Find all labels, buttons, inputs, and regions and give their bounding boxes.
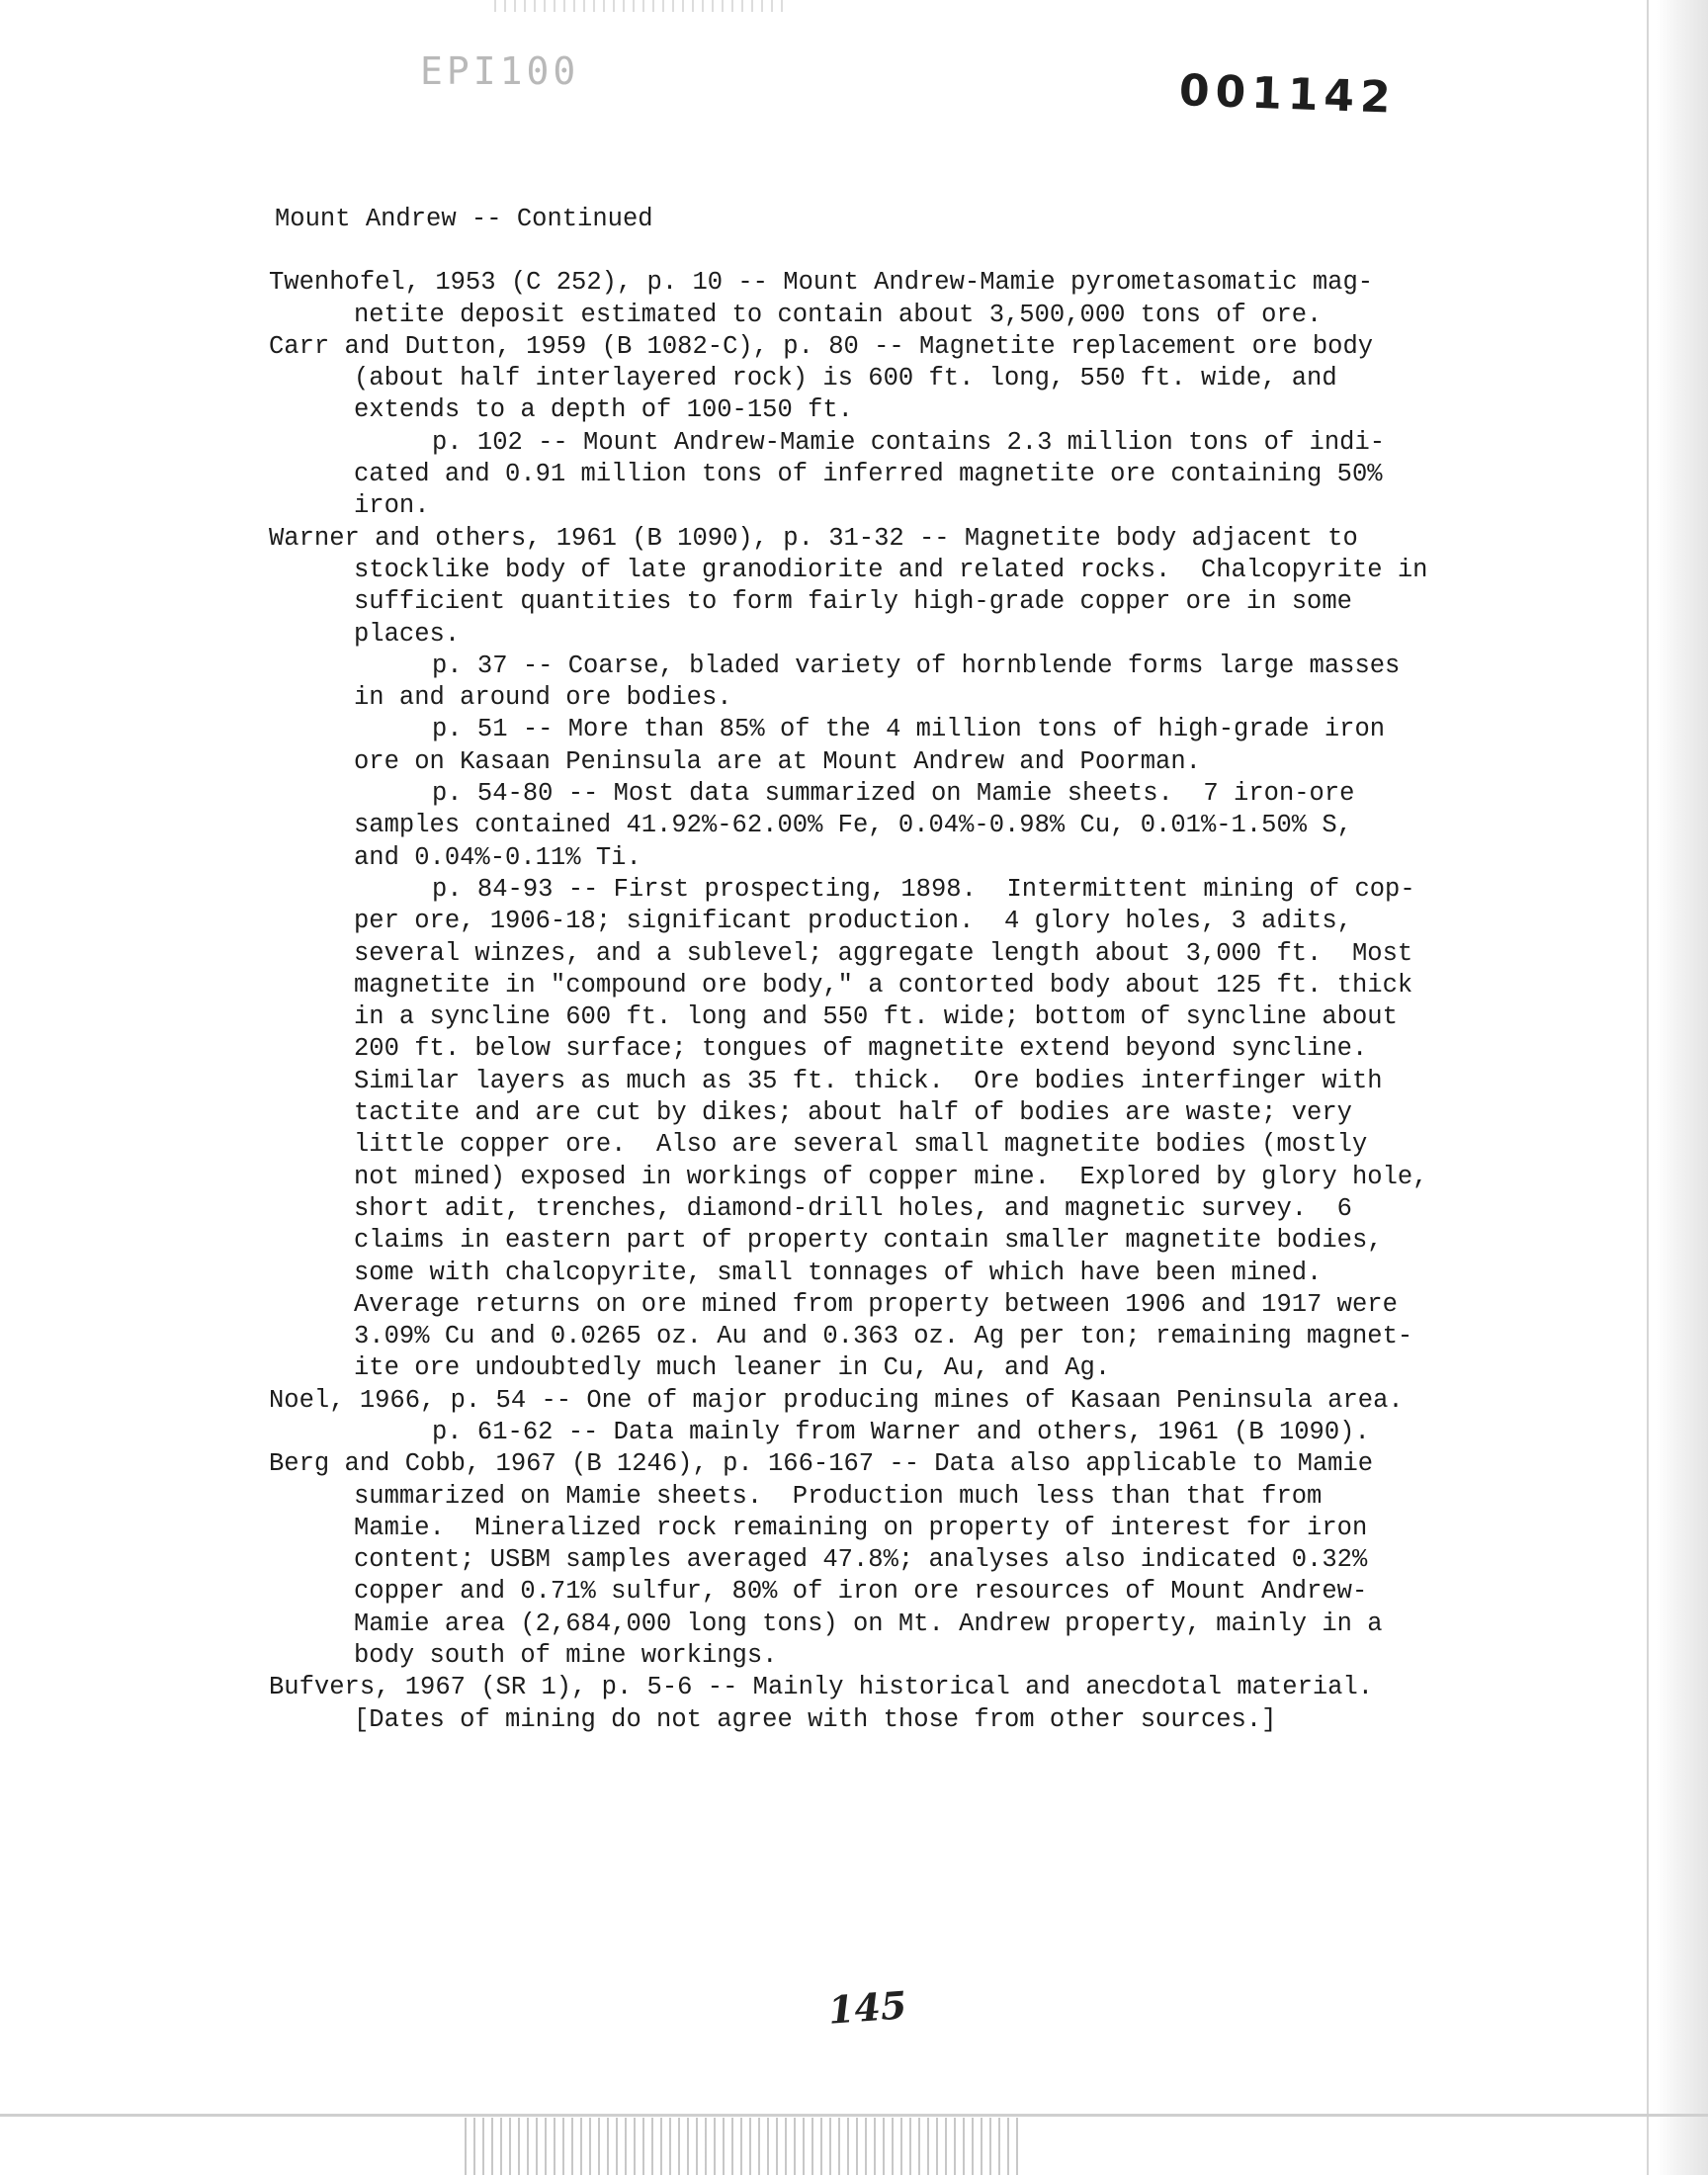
page-reference-continuation-line: iron.: [354, 491, 430, 521]
reference-entry: [269, 1448, 1514, 1672]
document-number-stamp: 001142: [1178, 65, 1398, 124]
page-edge-line: [1647, 0, 1649, 2175]
reference-entry: [269, 267, 1514, 331]
scan-bottom-band: [0, 2114, 1708, 2117]
citation-continuation-line: body south of mine workings.: [354, 1641, 778, 1671]
page-reference-continuation-line: tactite and are cut by dikes; about half of bodies are waste; very: [354, 1098, 1352, 1128]
citation-continuation-line: extends to a depth of 100-150 ft.: [354, 395, 853, 425]
reference-entry: [269, 1385, 1514, 1449]
page-reference-continuation-line: 200 ft. below surface; tongues of magnetite extend beyond syncline.: [354, 1034, 1368, 1064]
reference-list: [269, 267, 1514, 1736]
citation-continuation-line: Mamie area (2,684,000 long tons) on Mt. Andrew property, mainly in a: [354, 1609, 1383, 1638]
document-body: [269, 204, 1514, 1736]
page-reference-continuation-line: ite ore undoubtedly much leaner in Cu, Au, and Ag.: [354, 1353, 1111, 1383]
page-reference-line: p. 54-80 -- Most data summarized on Mamie sheets. 7 iron-ore: [432, 779, 1355, 809]
faint-stamp-number: EPI100: [420, 49, 580, 93]
page-reference-continuation-line: per ore, 1906-18; significant production. 4 glory holes, 3 adits,: [354, 907, 1352, 936]
page-reference-continuation-line: not mined) exposed in workings of copper mine. Explored by glory hole,: [354, 1162, 1428, 1191]
citation-continuation-line: (about half interlayered rock) is 600 ft. long, 550 ft. wide, and: [354, 364, 1337, 393]
page-reference-continuation-line: magnetite in "compound ore body," a contorted body about 125 ft. thick: [354, 970, 1413, 1000]
page-reference-continuation-line: in a syncline 600 ft. long and 550 ft. wide; bottom of syncline about: [354, 1002, 1398, 1032]
citation-continuation-line: sufficient quantities to form fairly high-grade copper ore in some: [354, 587, 1352, 617]
page-reference-continuation-line: cated and 0.91 million tons of inferred magnetite ore containing 50%: [354, 460, 1383, 489]
citation-line: Bufvers, 1967 (SR 1), p. 5-6 -- Mainly historical and anecdotal material.: [269, 1673, 1374, 1702]
page-reference-continuation-line: Average returns on ore mined from property between 1906 and 1917 were: [354, 1289, 1398, 1319]
citation-continuation-line: netite deposit estimated to contain about 3,500,000 tons of ore.: [354, 300, 1323, 329]
reference-entry: [269, 1672, 1514, 1736]
citation-line: Warner and others, 1961 (B 1090), p. 31-32 -- Magnetite body adjacent to: [269, 523, 1358, 553]
reference-entry: [269, 331, 1514, 523]
page-reference-line: p. 37 -- Coarse, bladed variety of hornblende forms large masses: [432, 651, 1401, 680]
page-reference-continuation-line: some with chalcopyrite, small tonnages of which have been mined.: [354, 1258, 1323, 1287]
page-reference-continuation-line: and 0.04%-0.11% Ti.: [354, 842, 641, 872]
scan-artifact-top: [494, 0, 791, 12]
page-edge-shadow: [1657, 0, 1708, 2175]
page-reference-continuation-line: short adit, trenches, diamond-drill holes, and magnetic survey. 6: [354, 1193, 1352, 1223]
citation-continuation-line: Mamie. Mineralized rock remaining on property of interest for iron: [354, 1513, 1368, 1542]
citation-line: Noel, 1966, p. 54 -- One of major producing mines of Kasaan Peninsula area.: [269, 1385, 1404, 1415]
citation-line: Berg and Cobb, 1967 (B 1246), p. 166-167 -- Data also applicable to Mamie: [269, 1449, 1374, 1479]
page-reference-line: p. 84-93 -- First prospecting, 1898. Intermittent mining of cop-: [432, 874, 1415, 904]
page-reference-continuation-line: several winzes, and a sublevel; aggregate length about 3,000 ft. Most: [354, 938, 1413, 968]
page-reference-continuation-line: samples contained 41.92%-62.00% Fe, 0.04%-0.98% Cu, 0.01%-1.50% S,: [354, 811, 1352, 840]
page-reference-continuation-line: Similar layers as much as 35 ft. thick. Ore bodies interfinger with: [354, 1066, 1383, 1095]
page-reference-line: p. 102 -- Mount Andrew-Mamie contains 2.3 million tons of indi-: [432, 427, 1386, 457]
reference-entry: [269, 523, 1514, 1385]
page-reference-continuation-line: ore on Kasaan Peninsula are at Mount Andrew and Poorman.: [354, 746, 1201, 776]
page-reference-continuation-line: 3.09% Cu and 0.0265 oz. Au and 0.363 oz. Ag per ton; remaining magnet-: [354, 1322, 1413, 1351]
page-reference-continuation-line: claims in eastern part of property contain smaller magnetite bodies,: [354, 1226, 1383, 1256]
page-heading: Mount Andrew -- Continued: [275, 205, 653, 233]
citation-continuation-line: [Dates of mining do not agree with those from other sources.]: [354, 1704, 1277, 1734]
handwritten-page-number: 145: [826, 1982, 908, 2033]
citation-continuation-line: places.: [354, 619, 461, 649]
citation-continuation-line: summarized on Mamie sheets. Production much less than that from: [354, 1481, 1323, 1511]
page-reference-line: p. 61-62 -- Data mainly from Warner and others, 1961 (B 1090).: [432, 1417, 1370, 1446]
citation-line: Carr and Dutton, 1959 (B 1082-C), p. 80 -- Magnetite replacement ore body: [269, 331, 1374, 361]
scan-artifact-bottom: [465, 2118, 1018, 2175]
citation-continuation-line: stocklike body of late granodiorite and related rocks. Chalcopyrite in: [354, 555, 1428, 584]
citation-continuation-line: copper and 0.71% sulfur, 80% of iron ore resources of Mount Andrew-: [354, 1577, 1368, 1607]
citation-continuation-line: content; USBM samples averaged 47.8%; analyses also indicated 0.32%: [354, 1545, 1368, 1575]
page-reference-line: p. 51 -- More than 85% of the 4 million tons of high-grade iron: [432, 715, 1386, 744]
page-reference-continuation-line: in and around ore bodies.: [354, 683, 732, 713]
page-reference-continuation-line: little copper ore. Also are several small magnetite bodies (mostly: [354, 1130, 1368, 1160]
citation-line: Twenhofel, 1953 (C 252), p. 10 -- Mount Andrew-Mamie pyrometasomatic mag-: [269, 268, 1374, 298]
